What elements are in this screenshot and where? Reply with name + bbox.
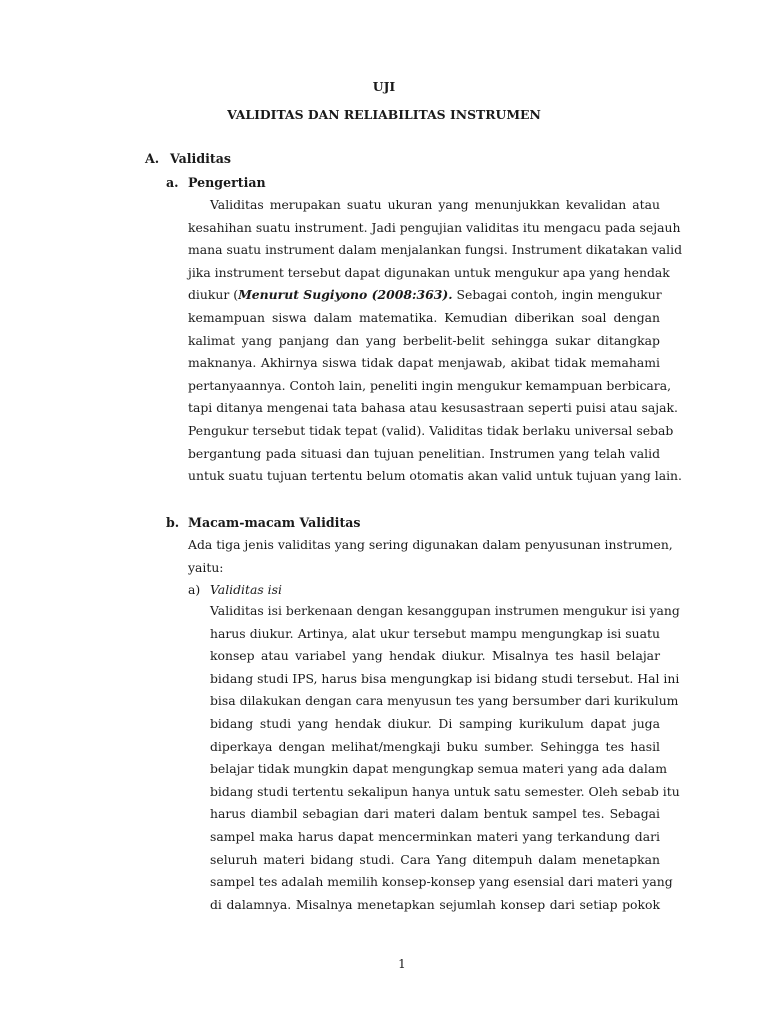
sub-b-title: Macam-macam Validitas [188, 515, 361, 530]
paragraph-line: Validitas isi berkenaan dengan kesanggupan instrumen mengukur isi yang [210, 603, 680, 618]
paragraph-line: di dalamnya. Misalnya menetapkan sejumlah konsep dari setiap pokok [210, 896, 660, 912]
paragraph-line: kemampuan siswa dalam matematika. Kemudian diberikan soal dengan [188, 309, 660, 325]
paragraph-line: kesahihan suatu instrument. Jadi pengujian validitas itu mengacu pada sejauh [188, 219, 681, 235]
paragraph-line: diperkaya dengan melihat/mengkaji buku sumber. Sehingga tes hasil [210, 738, 660, 754]
paragraph-line: harus diukur. Artinya, alat ukur tersebut mampu mengungkap isi suatu [210, 625, 660, 641]
citation: Menurut Sugiyono (2008:363). [238, 287, 453, 303]
section-a-marker: A. [145, 151, 160, 166]
paragraph-line: sampel maka harus dapat mencerminkan materi yang terkandung dari [210, 828, 660, 844]
paragraph-line: harus diambil sebagian dari materi dalam bentuk sampel tes. Sebagai [210, 806, 660, 822]
paragraph-line: konsep atau variabel yang hendak diukur. Misalnya tes hasil belajar [210, 648, 660, 664]
page-number: 1 [398, 957, 406, 971]
paragraph-line: maknanya. Akhirnya siswa tidak dapat menjawab, akibat tidak memahami [188, 355, 660, 371]
doc-title-line-1: UJI [372, 79, 396, 94]
paragraph-line: sampel tes adalah memilih konsep-konsep yang esensial dari materi yang [210, 874, 673, 890]
paragraph-line: Ada tiga jenis validitas yang sering digunakan dalam penyusunan instrumen, [188, 537, 673, 552]
paragraph-line: bisa dilakukan dengan cara menyusun tes yang bersumber dari kurikulum [210, 693, 679, 709]
paragraph-line: pertanyaannya. Contoh lain, peneliti ingin mengukur kemampuan berbicara, [188, 377, 672, 393]
paragraph-line: Validitas merupakan suatu ukuran yang menunjukkan kevalidan atau [210, 197, 660, 212]
citation-post: Sebagai contoh, ingin mengukur [452, 287, 662, 303]
paragraph-line: tapi ditanya mengenai tata bahasa atau kesusastraan seperti puisi atau sajak. [188, 400, 678, 416]
macam-paragraph [188, 534, 673, 579]
paragraph-line: yaitu: [188, 559, 224, 575]
paragraph-line: bidang studi IPS, harus bisa mengungkap isi bidang studi tersebut. Hal ini [210, 670, 680, 686]
paragraph-line: belajar tidak mungkin dapat mengungkap semua materi yang ada dalam [210, 761, 667, 777]
paragraph-line: seluruh materi bidang studi. Cara Yang ditempuh dalam menetapkan [210, 851, 660, 867]
paragraph-line: bidang studi tertentu sekalipun hanya untuk satu semester. Oleh sebab itu [210, 783, 680, 799]
item-a-title: Validitas isi [210, 582, 282, 597]
sub-a-title: Pengertian [188, 175, 266, 190]
pengertian-paragraph [188, 194, 683, 488]
citation-pre: diukur ( [188, 287, 239, 303]
paragraph-line: mana suatu instrument dalam menjalankan fungsi. Instrument dikatakan valid [188, 242, 683, 258]
paragraph-line-citation [188, 284, 660, 307]
paragraph-line: jika instrument tersebut dapat digunakan untuk mengukur apa yang hendak [188, 264, 670, 280]
paragraph-line: bergantung pada situasi dan tujuan penelitian. Instrumen yang telah valid [188, 445, 660, 461]
doc-title-line-2: VALIDITAS DAN RELIABILITAS INSTRUMEN [227, 107, 541, 122]
paragraph-line: bidang studi yang hendak diukur. Di samping kurikulum dapat juga [210, 715, 660, 731]
section-a-title: Validitas [170, 151, 232, 166]
paragraph-line: kalimat yang panjang dan yang berbelit-belit sehingga sukar ditangkap [188, 332, 660, 348]
paragraph-line: untuk suatu tujuan tertentu belum otomatis akan valid untuk tujuan yang lain. [188, 468, 682, 484]
paragraph-line: Pengukur tersebut tidak tepat (valid). Validitas tidak berlaku universal sebab [188, 422, 674, 438]
item-a-marker: a) [188, 582, 201, 597]
validitas-isi-paragraph [210, 600, 680, 916]
sub-a-marker: a. [166, 175, 179, 190]
sub-b-marker: b. [166, 515, 180, 530]
